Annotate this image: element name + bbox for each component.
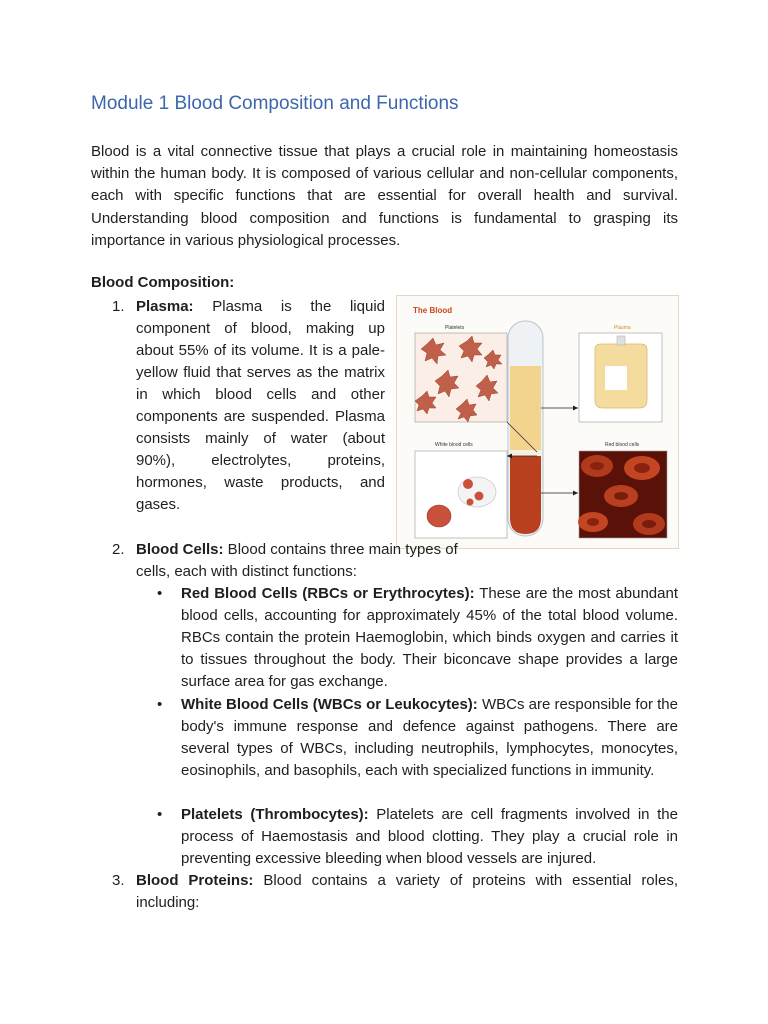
label-red-blood-cells: Red blood cells [605,442,640,448]
text-blood-proteins: Blood contains a variety of proteins with essential roles, including: [136,872,678,911]
blood-figure [396,295,679,549]
wbc-nucleus-b [475,492,484,501]
term-wbc: White Blood Cells (WBCs or Leukocytes): [181,696,478,713]
text-blood-cells: Blood contains three main types of cells, each with distinct functions: [136,541,458,580]
bullet-symbol-platelets: • [157,806,163,823]
composition-heading: Blood Composition: [91,274,235,291]
text-rbc: These are the most abundant blood cells, accounting for approximately 45% of the total blood volume. RBCs contain the protein Haemoglobin, which binds oxygen and carries it to tissues throughout the body. Their biconcave shape provides a large surface area for gas exchange. [181,585,678,690]
platelets-panel [415,333,507,422]
rbc-3-center [614,492,628,500]
list-item-plasma [136,296,385,516]
bullet-wbc [181,694,678,782]
list-number-3: 3. [112,872,125,889]
plasma-bag-label [605,366,627,390]
label-platelets: Platelets [445,325,465,331]
wbc-panel [415,451,507,538]
term-plasma: Plasma: [136,298,194,315]
plasma-bag-port [617,336,625,345]
bullet-rbc [181,583,678,693]
text-wbc: WBCs are responsible for the body's immune response and defence against pathogens. There are several types of WBCs, including neutrophils, lymphocytes, monocytes, eosinophils, and basophils, each with specialized functions in immunity. [181,696,678,779]
label-plasma: Plasma [614,325,631,331]
bullet-symbol-wbc: • [157,696,163,713]
wbc-cell-1 [427,505,451,527]
list-number-2: 2. [112,541,125,558]
text-platelets: Platelets are cell fragments involved in the process of Haemostasis and blood clotting. They play a crucial role in preventing excessive bleeding when blood vessels are injured. [181,806,678,867]
rbc-panel [578,451,667,538]
list-item-blood-cells [136,539,486,583]
term-blood-proteins: Blood Proteins: [136,872,254,889]
bullet-platelets [181,804,678,870]
text-plasma: Plasma is the liquid component of blood, making up about 55% of its volume. It is a pale-yellow fluid that serves as the matrix in which blood cells and other components are suspended. Plasma consists mainly of water (about 90%), electrolytes, proteins, hormones, waste products, and gases. [136,298,385,513]
rbc-5-center [642,520,656,528]
arrowhead-plasma [573,406,578,411]
rbc-1-center [590,462,604,470]
rbc-4-center [587,518,599,526]
intro-paragraph: Blood is a vital connective tissue that plays a crucial role in maintaining homeostasis within the human body. It is composed of various cellular and non-cellular components, each with specific functions that are essential for overall health and survival. Understanding blood composition and functions is fundamental to grasping its importance in various physiological processes. [91,143,678,249]
page-title: Module 1 Blood Composition and Functions [91,93,459,114]
list-number-1: 1. [112,298,125,315]
rbc-2-center [634,463,650,473]
label-white-blood-cells: White blood cells [435,442,473,448]
bullet-symbol-rbc: • [157,585,163,602]
arrowhead-rbc [573,491,578,496]
blood-diagram [397,296,678,548]
term-rbc: Red Blood Cells (RBCs or Erythrocytes): [181,585,475,602]
list-item-blood-proteins [136,870,678,914]
plasma-bag [579,333,662,422]
wbc-nucleus-a [463,479,473,489]
term-blood-cells: Blood Cells: [136,541,224,558]
figure-title: The Blood [413,306,453,315]
tube-plasma-layer [510,366,541,452]
wbc-nucleus-c [467,499,474,506]
term-platelets: Platelets (Thrombocytes): [181,806,369,823]
tube-red-layer [510,456,541,534]
